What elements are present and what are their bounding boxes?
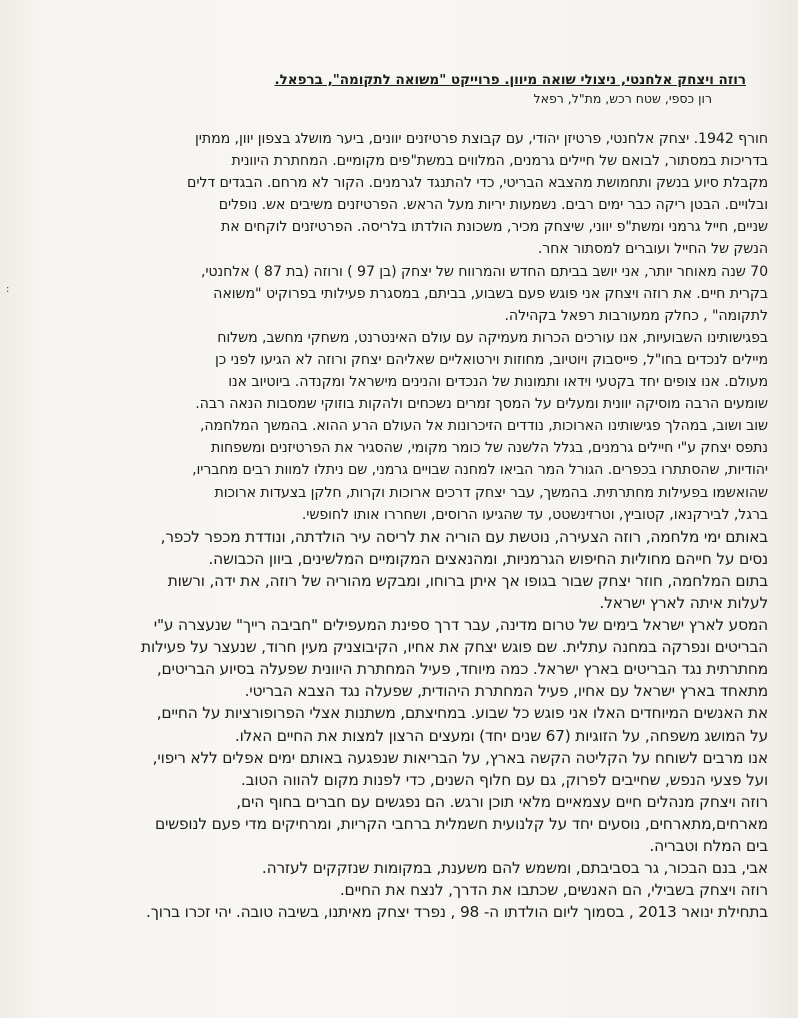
- text-line: רוזה ויצחק מנהלים חיים עצמאיים מלאי תוכן ורגש. הם נפגשים עם חברים בחוף הים,: [236, 792, 768, 811]
- text-line: נסים על חייהם מחוליות החיפוש הגרמניות, ומהנאצים המקומיים המלשינים, ביוון הכבושה.: [208, 549, 768, 568]
- text-line: הבריטים ונפרקה במחנה עתלית. שם פוגש יצחק את אחיו, הקיבוצניק מעין חרוד, שנעצר על פעילות: [141, 638, 768, 657]
- text-line: בתום המלחמה, חוזר יצחק שבור בגופו אך איתן ברוחו, ומבקש מהוריה של רוזה, את ידה, ורשות: [167, 571, 768, 590]
- text-line: באותם ימי מלחמה, רוזה הצעירה, נוטשת עם הוריה את לריסה עיר הולדתה, ונודדת מכפר לכפר,: [160, 527, 768, 546]
- text-line: אנו מרבים לשוחח על הקליטה הקשה בארץ, על הבריאות שנפגעה באותם ימים אפלים ללא ריפוי,: [152, 748, 768, 767]
- text-line: ועל פצעי הנפש, שחייבים לפרוק, גם עם חלוף השנים, כדי לפנות מקום להווה הטוב.: [240, 770, 768, 789]
- text-line: בים המלח וטבריה.: [649, 837, 768, 855]
- text-line: חורף 1942. יצחק אלחנטי, פרטיזן יהודי, עם קבוצת פרטיזנים יוונים, ביער מושלג בצפון יוון, ממתין: [195, 131, 768, 147]
- document-body: [28, 128, 768, 923]
- text-line: נתפס יצחק ע"י חיילים גרמנים, בגלל הלשנה של כומר מקומי, שהסגיר את הפרטיזנים ומשפחות: [211, 440, 768, 457]
- text-line: בתחילת ינואר 2013 , בסמוך ליום הולדתו ה- 98 , נפרד יצחק מאיתנו, בשיבה טובה. יהי זכרו ברוך.: [146, 903, 768, 922]
- text-line: שומעים הרבה מוסיקה יוונית ומעלים על המסך זמרים נשכחים ולהקות בוזוקי שמסבות הנאה רבה.: [195, 396, 768, 413]
- text-line: על המושג משפחה, על הזוגיות (67 שנים יחד) ומעצים הרצון למצות את החיים האלו.: [234, 726, 768, 745]
- text-line: שניים, חייל גרמני ומשת"פ יווני, שיצחק מכיר, משכונת הולדתו בלריסה. הפרטיזנים לוקחים את: [221, 219, 768, 236]
- text-line: רוזה ויצחק בשבילי, הם האנשים, שכתבו את הדרך, לנצח את החיים.: [339, 881, 768, 900]
- text-line: שהואשמו בפעילות מחתרתית. בהמשך, עבר יצחק דרכים ארוכות וקרות, חלקן בצעדות ארוכות: [214, 484, 768, 501]
- text-line: המסע לארץ ישראל בימים של טרום מדינה, עבר דרך ספינת המעפילים "חביבה רייך" שנעצרה ע"י: [153, 616, 768, 635]
- text-line: מארחים,מתארחים, נוסעים יחד על קלנועית חשמלית ברחבי הקריות, ומרחיקים מדי פעם לנופשים: [155, 814, 768, 833]
- text-line: את האנשים המיוחדים האלו אני פוגש כל שבוע. במחיצתם, משתנות אצלי הפרופורציות על החיים,: [156, 704, 768, 723]
- text-line: מתאחד בארץ ישראל עם אחיו, פעיל המחתרת היהודית, שפעלה נגד הצבא הבריטי.: [244, 682, 768, 701]
- document-authors: רון כספי, שטח רכש, מת"ל, רפאל: [533, 91, 712, 106]
- text-line: בקרית חיים. את רוזה ויצחק אני פוגש פעם בשבוע, בביתם, במסגרת פעילותי בפרוקיט "משואה: [213, 285, 768, 302]
- text-line: בדריכות במסתור, לבואם של חיילים גרמנים, המלווים במשת"פים מקומיים. המחתרת היוונית: [231, 153, 768, 170]
- text-line: מיילים לנכדים בחו"ל, פייסבוק ויוטיוב, מחוזות וירטואליים שאליהם יצחק ורוזה לא הגיעו לפני כן: [215, 351, 768, 368]
- text-line: ברגל, לבירקנאו, קטוביץ, וטרזינשטט, עד שהגיעו הרוסים, ושחררו אותו לחופשי.: [301, 506, 768, 523]
- text-line: מחתרתית נגד הבריטים בארץ ישראל. כמה מיוחד, פעיל המחתרת היוונית שפעלה בסיוע הבריטים,: [156, 660, 768, 679]
- text-line: מעולם. אנו צופים יחד בקטעי וידאו ותמונות של הנכדים והנינים מישראל ומקנדה. ביוטיוב אנו: [228, 374, 768, 391]
- text-line: שוב ושוב, במהלך פגישותינו הארוכות, נודדים הזיכרונות אל העולם הרע ההוא. בהמשך המלחמה,: [199, 418, 768, 435]
- text-line: לתקומה" , כחלק ממעורבות רפאל בקהילה.: [504, 307, 768, 324]
- margin-mark: :: [6, 284, 10, 295]
- text-line: לעלות איתה לארץ ישראל.: [599, 593, 768, 612]
- document-header: [52, 70, 752, 108]
- text-line: מקבלת סיוע בנשק ותחמושת מהצבא הבריטי, כדי להתנגד לגרמנים. הקור לא מרחם. הבגדים דלים: [187, 175, 768, 192]
- text-line: ובלויים. הבטן ריקה כבר ימים רבים. נשמעות יריות מעל הראש. הפרטיזנים משיבים אש. נופלים: [218, 197, 768, 214]
- text-line: אבי, בנם הבכור, גר בסביבתם, ומשמש להם משענת, במקומות שנזקקים לעזרה.: [261, 859, 768, 878]
- text-line: 70 שנה מאוחר יותר, אני יושב בביתם החדש והמרווח של יצחק (בן 97 ) ורוזה (בת 87 ) אלחנטי,: [200, 263, 768, 280]
- text-line: בפגישותינו השבועיות, אנו עורכים הכרות מעמיקה עם עולם האינטרנט, משחקי מחשב, משלוח: [217, 329, 768, 346]
- document-title: רוזה ויצחק אלחנטי, ניצולי שואה מיוון. פרוייקט "משואה לתקומה", ברפאל.: [274, 72, 746, 88]
- text-line: הנשק של החייל ועוברים למסתור אחר.: [537, 241, 768, 258]
- text-line: יהודיות, שהסתתרו בכפרים. הגורל המר הביאו למחנה שבויים גרמני, שם ניתלו למוות רבים מחבריו,: [192, 462, 768, 479]
